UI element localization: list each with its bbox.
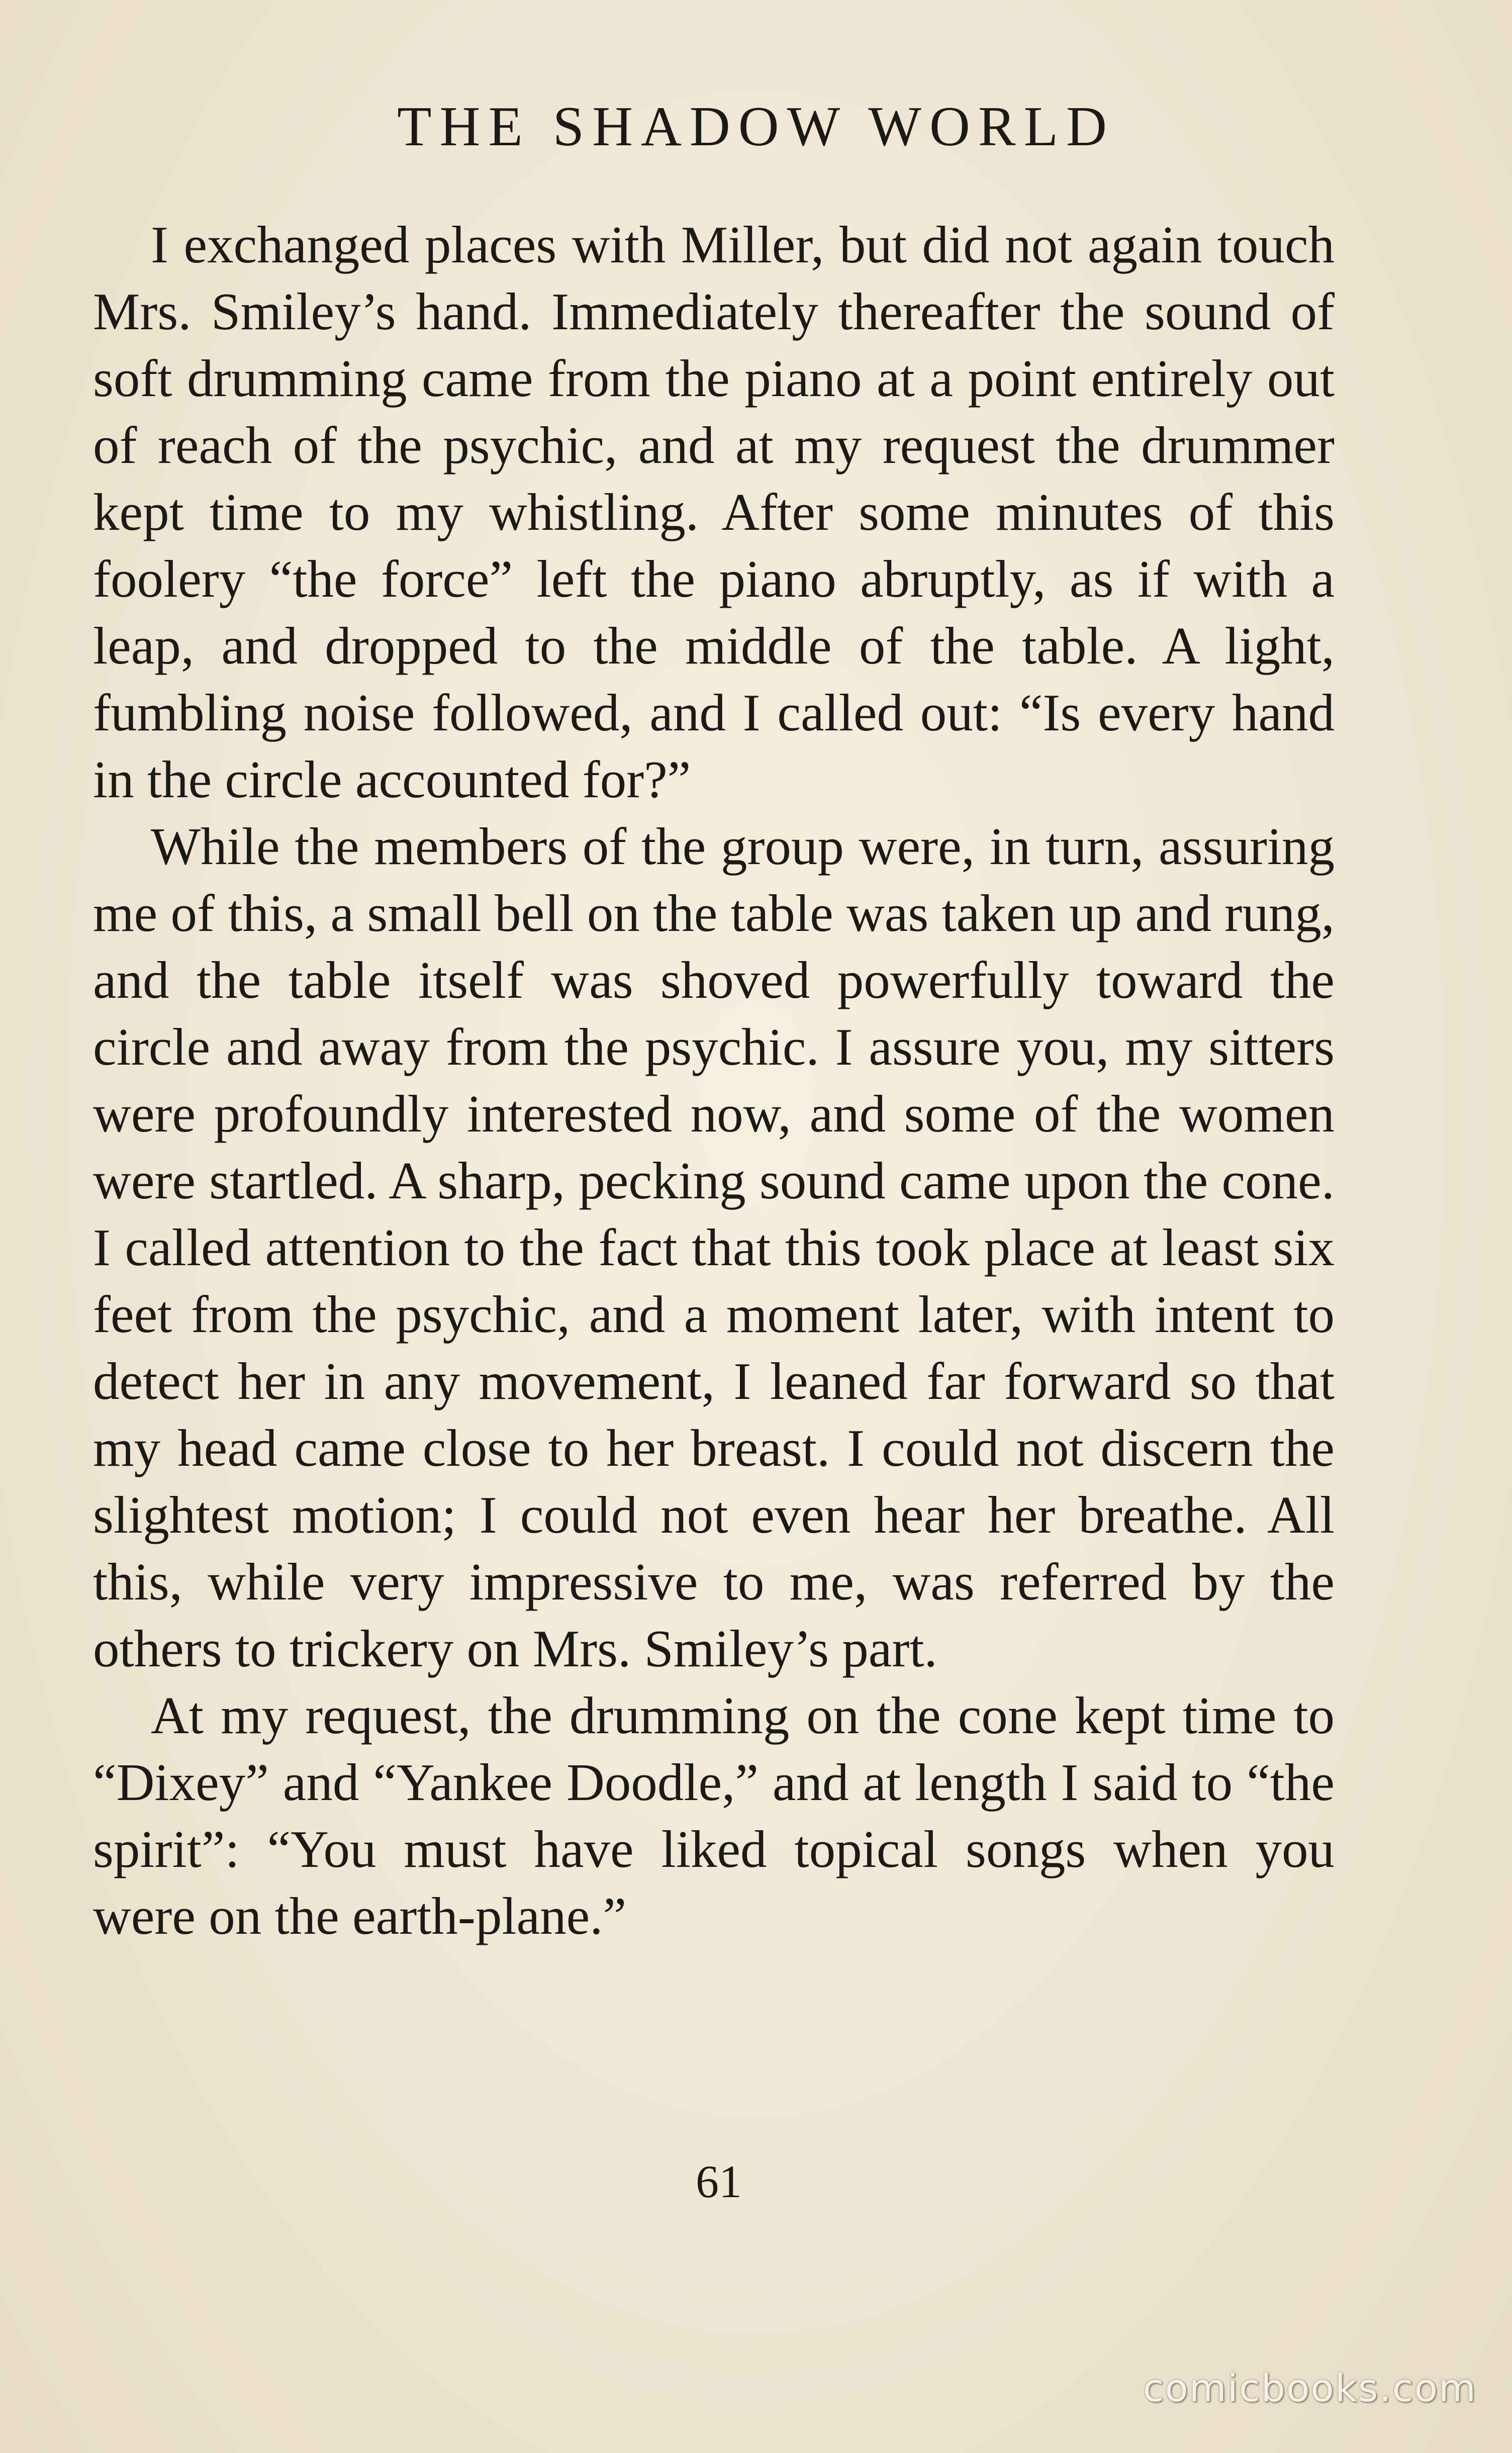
watermark: comicbooks.com	[1143, 2366, 1477, 2410]
paragraph-1: I exchanged places with Miller, but did not again touch Mrs. Smiley’s hand. Immediately thereafter the sound of soft drumming came from the piano at a point entirely out of reach of the psychic, and at my request the drummer kept time to my whistling. After some minutes of this foolery “the force” left the piano abruptly, as if with a leap, and dropped to the middle of the table. A light, fumbling noise followed, and I called out: “Is every hand in the circle accounted for?”	[93, 215, 1335, 809]
page-number: 61	[696, 2156, 742, 2207]
paragraph-3: At my request, the drumming on the cone kept time to “Dixey” and “Yankee Doodle,” and at length I said to “the spirit”: “You must have liked topical songs when you were on the earth-plane.”	[93, 1686, 1335, 1945]
running-head: THE SHADOW WORLD	[397, 96, 1115, 158]
body-text	[93, 211, 1335, 1949]
paragraph-2: While the members of the group were, in turn, assuring me of this, a small bell on the table was taken up and rung, and the table itself was shoved powerfully toward the circle and away from the psychic. I assure you, my sitters were profoundly interested now, and some of the women were startled. A sharp, pecking sound came upon the cone. I called attention to the fact that this took place at least six feet from the psychic, and a moment later, with intent to detect her in any movement, I leaned far forward so that my head came close to her breast. I could not discern the slightest motion; I could not even hear her breathe. All this, while very impressive to me, was referred by the others to trickery on Mrs. Smiley’s part.	[93, 817, 1335, 1678]
